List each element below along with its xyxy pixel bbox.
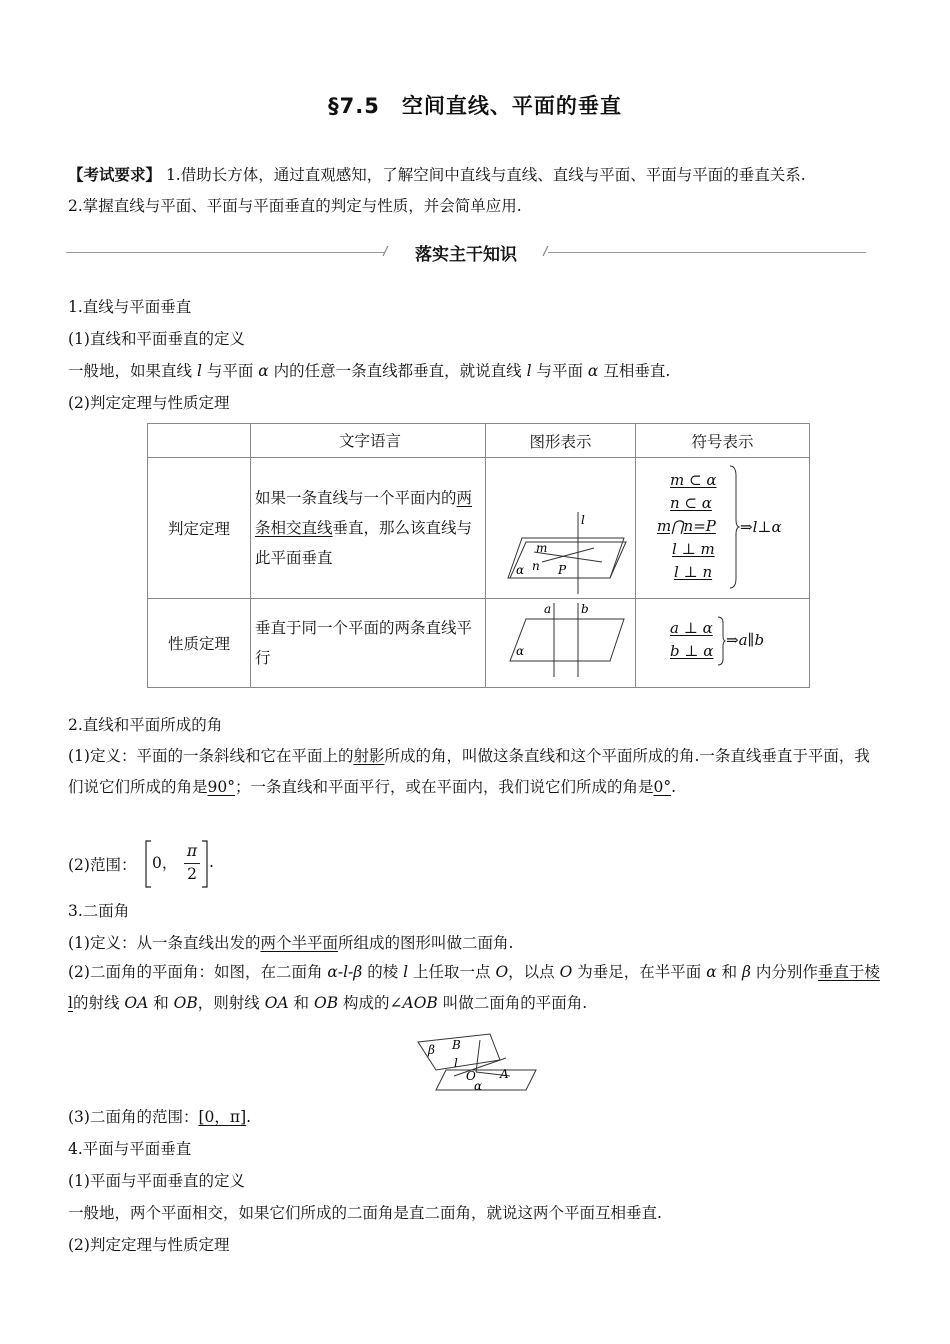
symbol-block (636, 460, 809, 596)
var-OA: OA (124, 994, 149, 1012)
divider-slash-right (542, 245, 550, 257)
text: (1)定义：平面的一条斜线和它在平面上的 (68, 747, 354, 765)
text: 构成的∠ (338, 994, 403, 1012)
label-alpha: α (474, 1079, 483, 1093)
row-text-property: 垂直于同一个平面的两条直线平行 (251, 599, 486, 688)
text: 的棱 (362, 963, 404, 981)
label-b: b (581, 602, 589, 616)
divider-slash-left (382, 245, 390, 257)
text: 如果一条直线与一个平面内的 (255, 489, 457, 507)
text: 互相垂直. (598, 362, 671, 380)
var-beta: β (742, 963, 751, 981)
label-n: n (532, 559, 540, 573)
page-title: §7.5 空间直线、平面的垂直 (328, 94, 622, 118)
text: (2)二面角的平面角：如图，在二面角 (68, 963, 328, 981)
text: 和 (716, 963, 743, 981)
underlined-answer: 垂直于棱 l (68, 963, 880, 1012)
underlined-answer: [0，π] (198, 1108, 247, 1126)
line-perpendicular-plane-diagram (486, 458, 635, 594)
requirement-2: 2.掌握直线与平面、平面与平面垂直的判定与性质，并会简单应用. (68, 197, 522, 215)
figure-parallel-lines (486, 599, 636, 688)
row-name-determination: 判定定理 (148, 458, 251, 599)
right-bracket (201, 840, 209, 888)
underlined-answer: 两个半平面 (260, 934, 338, 952)
var-alpha: α (706, 963, 717, 981)
var-l: l (403, 963, 409, 981)
label-l: l (454, 1056, 458, 1070)
var-l: l (526, 362, 532, 380)
underlined-answer: 90° (207, 778, 235, 796)
symbol-line: a ⊥ α (670, 619, 713, 637)
text: 一般地，如果直线 (68, 362, 197, 380)
range-label: (2)范围： (68, 856, 137, 874)
right-brace (728, 464, 740, 590)
symbol-conclusion: ⇒a∥b (726, 631, 765, 649)
label-O: O (466, 1069, 476, 1083)
text: 与平面 (201, 362, 259, 380)
s2-heading: 2.直线和平面所成的角 (68, 716, 223, 734)
s3-definition (68, 932, 888, 954)
table-row (148, 458, 810, 599)
label-alpha: α (516, 644, 525, 658)
right-brace (716, 615, 726, 667)
s4-sub1: (1)平面与平面垂直的定义 (68, 1172, 245, 1190)
symbol-line: m ⊂ α (670, 471, 717, 489)
row-name-property: 性质定理 (148, 599, 251, 688)
var-alpha: α (258, 362, 269, 380)
underlined-answer: 0° (653, 778, 672, 796)
var-OA: OA (264, 994, 289, 1012)
var-AOB: AOB (402, 994, 438, 1012)
text: (1)定义：从一条直线出发的 (68, 934, 261, 952)
s1-definition (68, 360, 888, 382)
left-bracket (144, 840, 152, 888)
text: 和 (148, 994, 174, 1012)
symbol-line: m⋂n=P (657, 517, 716, 535)
two-perpendicular-lines-diagram (486, 599, 635, 683)
text: 内分别作 (750, 963, 818, 981)
text: ，则射线 (197, 994, 265, 1012)
range-two: 2 (187, 865, 197, 883)
symbols-property (636, 599, 810, 688)
s4-heading: 4.平面与平面垂直 (68, 1140, 192, 1158)
text: 和 (288, 994, 314, 1012)
underlined-answer: 两条相交直线 (255, 489, 473, 537)
text: 与平面 (531, 362, 588, 380)
text: 所成的角，叫做这条直线和这个平面所成的角.一条直线垂直于平面，我们说它们所成的角是 (68, 747, 870, 796)
theorem-table (147, 423, 810, 688)
s1-sub1: (1)直线和平面垂直的定义 (68, 330, 245, 348)
var-O: O (495, 963, 509, 981)
s2-range (68, 838, 368, 890)
symbol-line: n ⊂ α (670, 494, 712, 512)
section-divider (66, 238, 866, 272)
symbol-block (636, 601, 809, 685)
dihedral-angle-diagram (414, 1032, 538, 1094)
text: 为垂足，在半平面 (572, 963, 707, 981)
requirements-tag: 【考试要求】 (68, 166, 162, 184)
var-OB: OB (313, 994, 339, 1012)
text: (3)二面角的范围： (68, 1108, 199, 1126)
text: 垂直，那么该直线与此平面垂直 (255, 519, 473, 567)
symbol-line: b ⊥ α (670, 642, 714, 660)
s3-heading: 3.二面角 (68, 902, 130, 920)
header-text-language: 文字语言 (251, 424, 486, 458)
divider-line-right (548, 252, 866, 253)
table-header-row (148, 424, 810, 458)
range-end: . (209, 853, 214, 871)
table-row (148, 599, 810, 688)
s2-definition (68, 741, 883, 803)
s1-sub2: (2)判定定理与性质定理 (68, 394, 230, 412)
text: 的射线 (72, 994, 125, 1012)
s4-definition: 一般地，两个平面相交，如果它们所成的二面角是直二面角，就说这两个平面互相垂直. (68, 1204, 662, 1222)
s3-range (68, 1106, 888, 1128)
text: 上任取一点 (408, 963, 496, 981)
header-figure: 图形表示 (486, 424, 636, 458)
section-header: 落实主干知识 (415, 245, 517, 265)
symbol-line: l ⊥ m (672, 540, 715, 558)
label-a: a (544, 602, 552, 616)
s3-plane-angle (68, 957, 883, 1019)
range-pi: π (186, 842, 198, 860)
s4-sub2: (2)判定定理与性质定理 (68, 1236, 230, 1254)
underlined-answer: 射影 (353, 747, 385, 765)
text: 所组成的图形叫做二面角. (337, 934, 514, 952)
header-symbol: 符号表示 (636, 424, 810, 458)
text: ，以点 (508, 963, 560, 981)
range-zero: 0， (152, 854, 178, 872)
symbol-line: l ⊥ n (674, 563, 713, 581)
text: . (246, 1108, 252, 1126)
symbols-determination (636, 458, 810, 599)
row-text-determination (251, 458, 486, 599)
exam-requirements (68, 160, 890, 222)
text: ；一条直线和平面平行，或在平面内，我们说它们所成的角是 (235, 778, 654, 796)
var-alpha: α (587, 362, 599, 380)
table-corner (148, 424, 251, 458)
label-A: A (500, 1067, 509, 1081)
label-P: P (558, 563, 567, 577)
divider-line-left (66, 252, 384, 253)
var-OB: OB (173, 994, 198, 1012)
label-l: l (581, 513, 585, 527)
label-beta: β (428, 1043, 435, 1057)
text: 叫做二面角的平面角. (437, 994, 588, 1012)
figure-line-plane-perpendicular (486, 458, 636, 599)
fraction-bar (184, 863, 200, 864)
var-O: O (559, 963, 573, 981)
text: . (671, 778, 677, 796)
label-alpha: α (516, 563, 525, 577)
s1-heading: 1.直线与平面垂直 (68, 298, 192, 316)
requirement-1: 1.借助长方体，通过直观感知，了解空间中直线与直线、直线与平面、平面与平面的垂直关系. (161, 166, 806, 184)
label-B: B (452, 1038, 461, 1052)
label-m: m (536, 541, 548, 555)
var-l: l (196, 362, 202, 380)
var-dihedral: α-l-β (327, 963, 363, 981)
symbol-conclusion: ⇒l⊥α (740, 518, 782, 536)
text: 内的任意一条直线都垂直，就说直线 (268, 362, 527, 380)
